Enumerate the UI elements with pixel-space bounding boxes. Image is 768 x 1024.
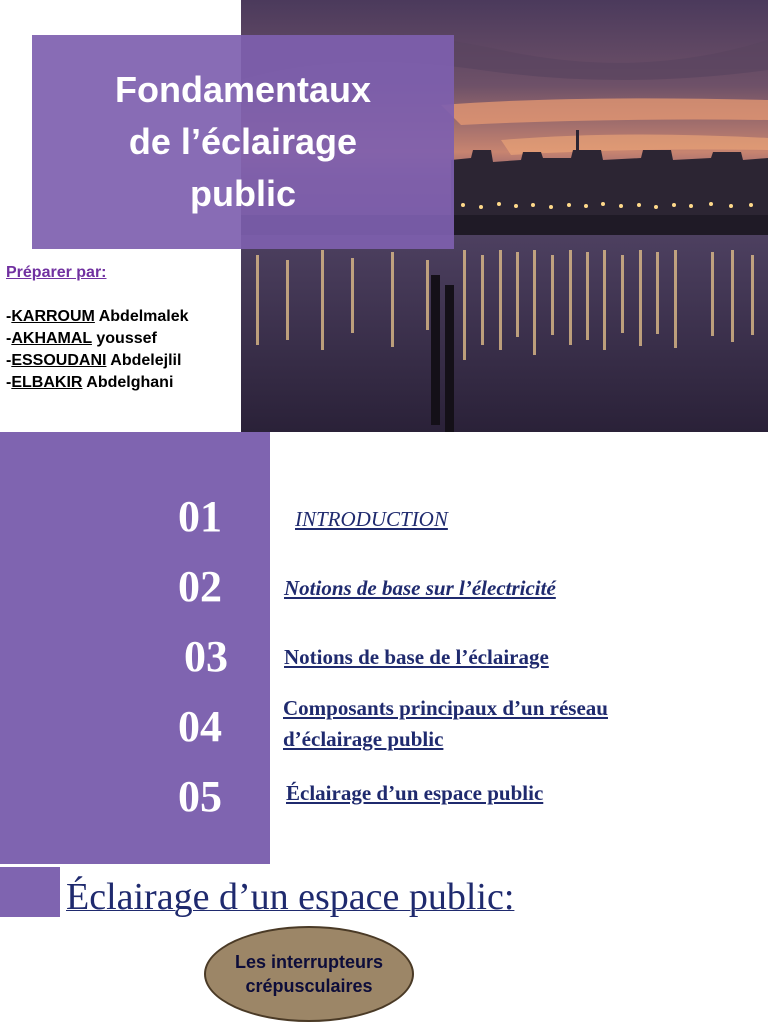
prepared-by-label: Préparer par: — [6, 264, 107, 281]
author-line — [6, 306, 189, 328]
author-surname: KARROUM — [11, 308, 95, 325]
author-line — [6, 350, 189, 372]
topic-bubble — [204, 926, 414, 1022]
author-surname: AKHAMAL — [11, 330, 92, 347]
author-firstname: youssef — [91, 330, 157, 347]
agenda-number: 01 — [178, 492, 222, 541]
author-prefix: - — [6, 352, 12, 369]
author-line — [6, 372, 189, 394]
agenda-link-espace-public[interactable]: Éclairage d’un espace public — [286, 781, 544, 805]
agenda-link-eclairage[interactable]: Notions de base de l’éclairage — [284, 645, 549, 669]
author-surname: ESSOUDANI — [11, 352, 107, 369]
agenda-link-electricite[interactable]: Notions de base sur l’électricité — [284, 576, 556, 600]
agenda-number: 04 — [178, 702, 222, 751]
author-surname: ELBAKIR — [11, 374, 83, 391]
accent-square — [0, 867, 60, 917]
agenda-number: 03 — [184, 632, 228, 681]
agenda-number: 05 — [178, 772, 222, 821]
agenda-slide — [0, 432, 768, 864]
agenda-number: 02 — [178, 562, 222, 611]
agenda-link-introduction[interactable]: INTRODUCTION — [295, 507, 448, 531]
author-firstname: Abdelmalek — [94, 308, 189, 325]
topic-bubble-label: Les interrupteurs crépusculaires — [234, 952, 384, 996]
title-box — [32, 35, 454, 249]
section-slide — [0, 864, 768, 1024]
author-prefix: - — [6, 374, 12, 391]
presentation-title: Fondamentaux de l’éclairage public — [114, 69, 372, 214]
agenda-purple-panel — [0, 432, 270, 864]
author-prefix: - — [6, 330, 12, 347]
agenda-link-composants[interactable]: Composants principaux d’un réseau d’éclairage public — [283, 696, 608, 751]
cover-slide — [0, 0, 768, 432]
authors-block — [6, 262, 189, 394]
author-line — [6, 328, 189, 350]
author-firstname: Abdelghani — [82, 374, 174, 391]
section-title: Éclairage d’un espace public: — [66, 876, 515, 918]
author-prefix: - — [6, 308, 12, 325]
author-firstname: Abdelejlil — [106, 352, 182, 369]
